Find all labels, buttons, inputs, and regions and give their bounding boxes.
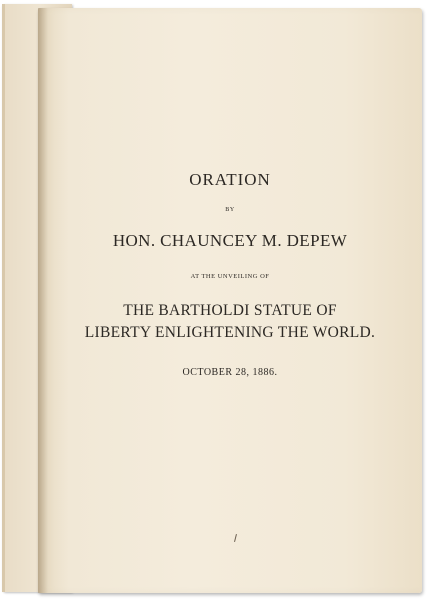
by-line: BY bbox=[225, 207, 235, 213]
occasion-line: AT THE UNVEILING OF bbox=[190, 273, 270, 280]
title-page-text bbox=[38, 8, 422, 593]
author-name: HON. CHAUNCEY M. DEPEW bbox=[112, 231, 348, 250]
subject-line-2: LIBERTY ENLIGHTENING THE WORLD. bbox=[84, 324, 376, 341]
cover-edge bbox=[2, 4, 5, 592]
date-line: OCTOBER 28, 1886. bbox=[182, 367, 278, 378]
subject-line-1: THE BARTHOLDI STATUE OF bbox=[123, 302, 337, 319]
document-title: ORATION bbox=[189, 170, 271, 189]
